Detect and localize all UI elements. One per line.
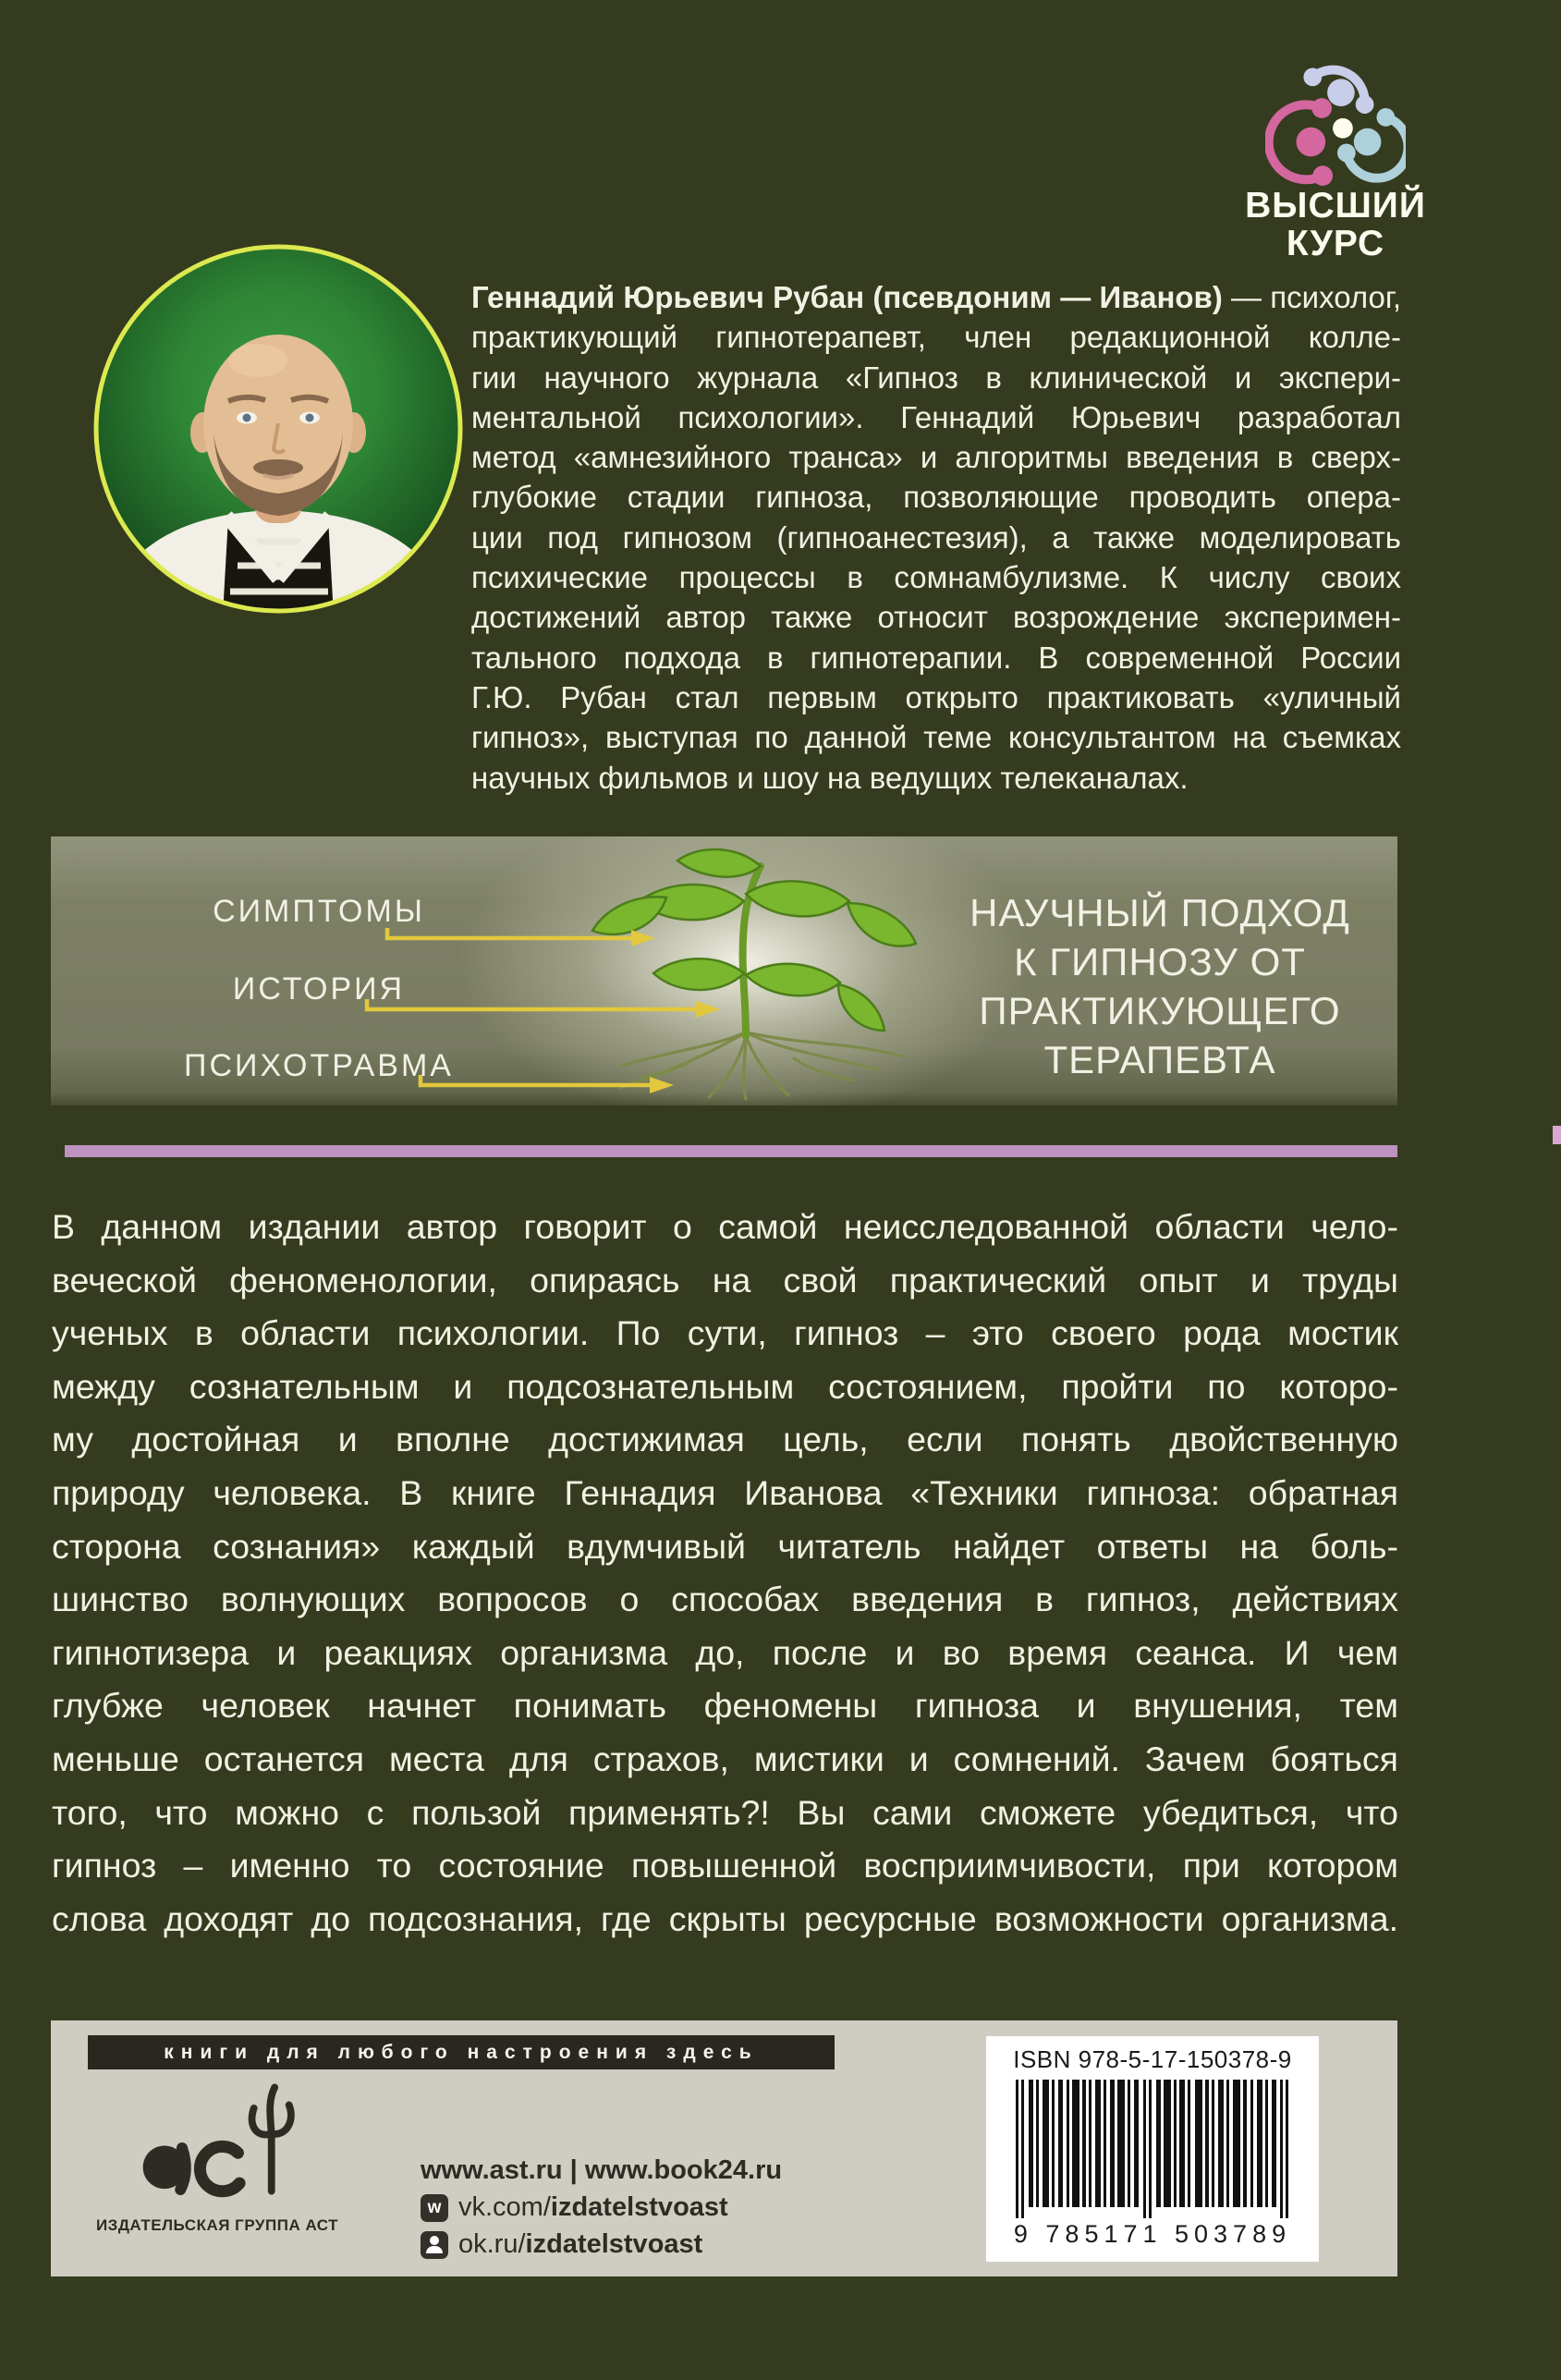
ok-link [421, 2229, 782, 2260]
ast-logo [129, 2072, 305, 2213]
banner-label: СИМПТОМЫ [213, 894, 425, 929]
isbn-number: ISBN 978-5-17-150378-9 [1013, 2045, 1292, 2073]
description-line: веческой феноменологии, опираясь на свой практический опыт и труды [52, 1260, 1398, 1300]
barcode-box [986, 2036, 1319, 2262]
description-line: меньше останется места для страхов, мистики и сомнений. Зачем бояться [52, 1739, 1398, 1778]
author-bio [471, 277, 1401, 798]
description-line: сторона сознания» каждый вдумчивый читатель найдет ответы на боль- [52, 1526, 1398, 1566]
description-line: природу человека. В книге Геннадия Иванова «Техники гипноза: обратная [52, 1472, 1398, 1512]
description-line: гипноз – именно то состояние повышенной восприимчивости, при котором [52, 1846, 1398, 1886]
description-line: между сознательным и подсознательным состоянием, пройти по которо- [52, 1366, 1398, 1406]
concept-banner [51, 836, 1397, 1105]
bio-line: психические процессы в сомнамбулизме. К числу своих [471, 560, 1401, 595]
author-photo [91, 242, 465, 616]
publisher-links [421, 2155, 782, 2260]
vk-link [421, 2192, 782, 2223]
barcode [1014, 2080, 1291, 2220]
publisher-name: ИЗДАТЕЛЬСКАЯ ГРУППА АСТ [95, 2216, 339, 2234]
banner-label: ИСТОРИЯ [232, 971, 406, 1007]
bio-line: ции под гипнозом (гипноанестезия), а также моделировать [471, 519, 1401, 555]
description-line: слова доходят до подсознания, где скрыты ресурсные возможности организма. [52, 1898, 1398, 1938]
bio-lines [471, 317, 1401, 798]
description-line: того, что можно с пользой применять?! Вы сами сможете убедиться, что [52, 1792, 1398, 1832]
series-title-line2: КУРС [1286, 224, 1385, 263]
description-line: ученых в области психологии. По сути, гипноз – это своего рода мостик [52, 1313, 1398, 1353]
banner-headline [943, 888, 1377, 1084]
publisher-footer [51, 2020, 1397, 2276]
banner-headline-line: К ГИПНОЗУ ОТ [1014, 940, 1306, 983]
pink-edge-mark [1553, 1126, 1561, 1144]
bio-line: достижений автор также относит возрождение эксперимен- [471, 600, 1401, 635]
author-name: Геннадий Юрьевич Рубан (псевдоним — Иванов) [471, 280, 1223, 314]
bio-line: Г.Ю. Рубан стал первым открыто практиковать «уличный [471, 679, 1401, 714]
description-line: му достойная и вполне достижимая цель, если понять двойственную [52, 1420, 1398, 1459]
bio-line: ментальной психологии». Геннадий Юрьевич разработал [471, 399, 1401, 434]
plant-roots [620, 1032, 903, 1099]
ok-url: ok.ru/izdatelstvoast [458, 2229, 703, 2259]
molecule-logo-icon [1265, 31, 1406, 187]
banner-labels [116, 836, 522, 1105]
description-line: гипнотизера и реакциях организма до, после и во время сеанса. И чем [52, 1632, 1398, 1672]
bio-line: гии научного журнала «Гипноз в клинической и экспери- [471, 360, 1401, 395]
banner-label: ПСИХОТРАВМА [184, 1048, 454, 1083]
banner-headline-line: ПРАКТИКУЮЩЕГО [979, 989, 1341, 1032]
vk-url: vk.com/izdatelstvoast [458, 2192, 728, 2222]
bio-line: глубокие стадии гипноза, позволяющие проводить опера- [471, 480, 1401, 515]
ok-icon [421, 2231, 448, 2259]
description-line: шинство волнующих вопросов о способах введения в гипноз, действиях [52, 1580, 1398, 1619]
slogan-bar: книги для любого настроения здесь [88, 2035, 835, 2069]
ast-block [79, 2072, 356, 2235]
series-title-line1: ВЫСШИЙ [1245, 186, 1426, 226]
banner-headline-line: ТЕРАПЕВТА [1043, 1038, 1276, 1081]
bio-line: тального подхода в гипнотерапии. В современной России [471, 640, 1401, 675]
bio-line: гипноз», выступая по данной теме консультантом на съемках [471, 720, 1401, 755]
vk-icon: w [421, 2194, 448, 2222]
description-line: глубже человек начнет понимать феномены гипноза и внушения, тем [52, 1686, 1398, 1726]
barcode-digits: 9 785171 503789 [1013, 2220, 1292, 2248]
pink-stripe [65, 1145, 1397, 1157]
banner-headline-line: НАУЧНЫЙ ПОДХОД [970, 891, 1350, 934]
author-portrait [91, 242, 465, 616]
description-line: В данном издании автор говорит о самой неисследованной области чело- [52, 1207, 1398, 1246]
book-description [52, 1201, 1398, 1946]
bio-line: практикующий гипнотерапевт, член редакционной колле- [471, 320, 1401, 355]
series-brand [1238, 31, 1433, 262]
bio-line: научных фильмов и шоу на ведущих телеканалах. [471, 760, 1189, 795]
websites: www.ast.ru | www.book24.ru [421, 2155, 783, 2185]
bio-line: метод «амнезийного транса» и алгоритмы введения в сверх- [471, 440, 1401, 475]
description-lines [52, 1201, 1398, 1946]
bio-lead-line: Геннадий Юрьевич Рубан (псевдоним — Иванов) — психолог, [471, 280, 1401, 314]
